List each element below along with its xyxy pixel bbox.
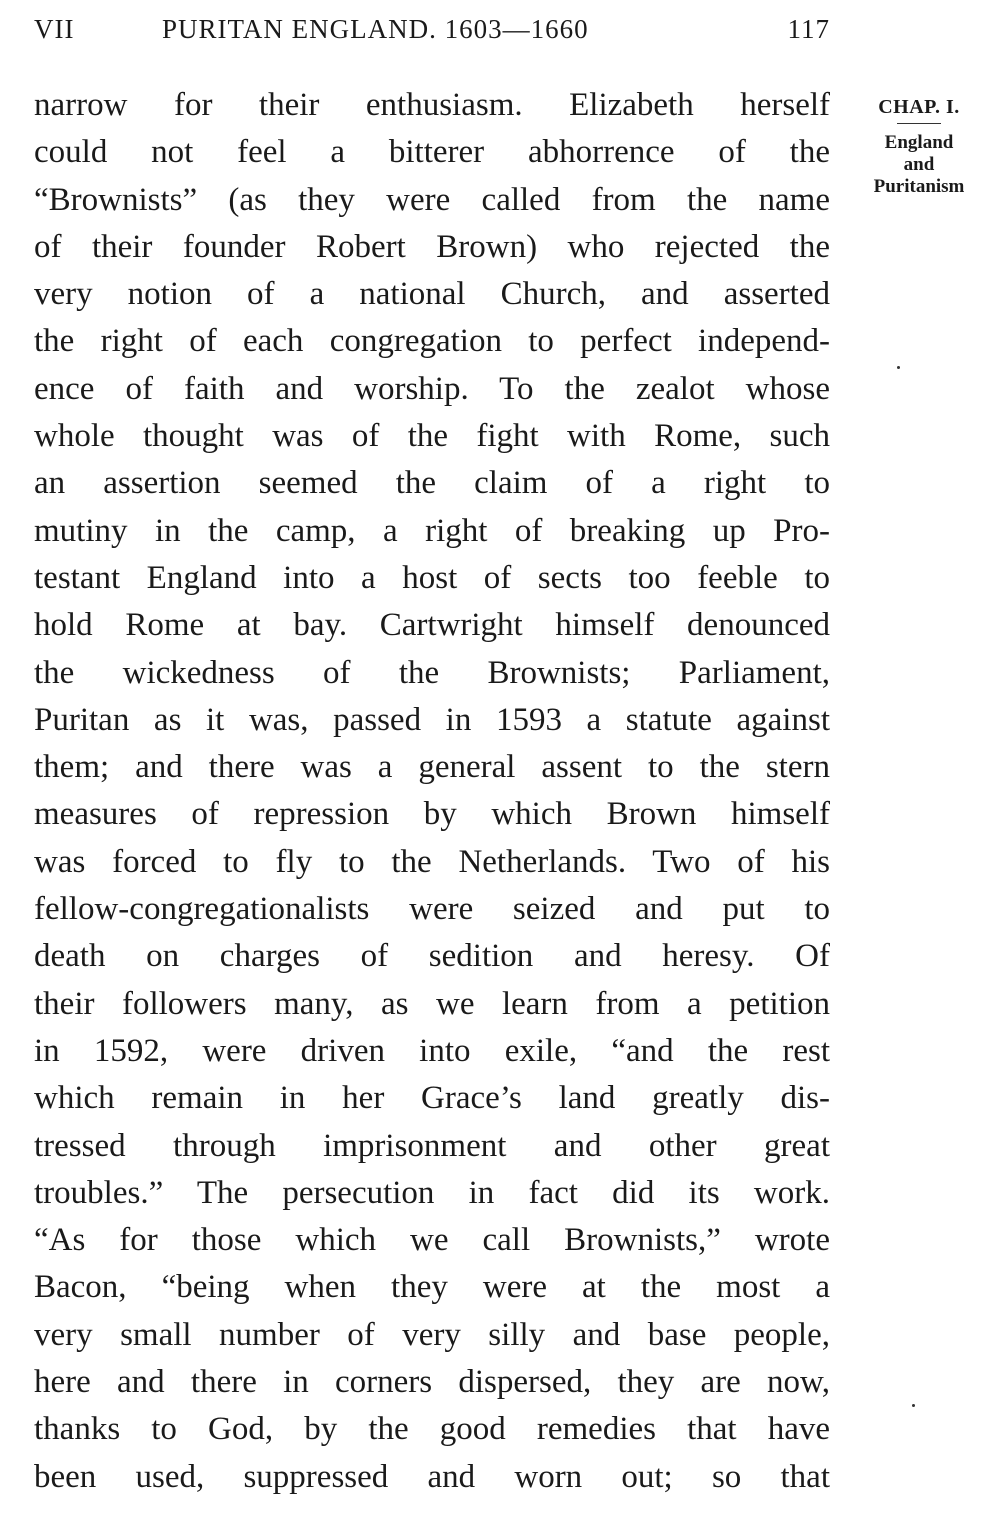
text-line: hold Rome at bay. Cartwright himself denounced (34, 607, 830, 644)
margin-chapter-label: CHAP. I. (878, 96, 960, 118)
running-header (34, 14, 830, 54)
text-line: mutiny in the camp, a right of breaking up Pro- (34, 512, 830, 549)
margin-divider (897, 123, 941, 124)
text-line: Bacon, “being when they were at the most a (34, 1269, 830, 1306)
text-line: thanks to God, by the good remedies that have (34, 1411, 830, 1448)
print-speck (912, 1404, 915, 1407)
text-line: the right of each congregation to perfect independ- (34, 323, 830, 360)
print-speck (897, 366, 900, 369)
text-line: “Brownists” (as they were called from the name (34, 181, 830, 218)
text-line: whole thought was of the fight with Rome, such (34, 418, 830, 455)
text-line: an assertion seemed the claim of a right to (34, 465, 830, 502)
body-text (34, 82, 830, 1501)
chapter-number: VII (34, 14, 75, 44)
text-line: narrow for their enthusiasm. Elizabeth herself (34, 87, 830, 123)
text-line: death on charges of sedition and heresy. Of (34, 938, 830, 975)
text-line: ence of faith and worship. To the zealot whose (34, 370, 830, 407)
text-line: Puritan as it was, passed in 1593 a statute against (34, 701, 830, 738)
margin-note (854, 96, 984, 198)
text-line: “As for those which we call Brownists,” wrote (34, 1222, 830, 1259)
page-number: 117 (787, 14, 830, 44)
text-line: of their founder Robert Brown) who rejected the (34, 228, 830, 265)
text-line: their followers many, as we learn from a petition (34, 985, 830, 1022)
text-line: troubles.” The persecution in fact did its work. (34, 1174, 830, 1211)
margin-topic-line: England (884, 132, 954, 153)
running-title: PURITAN ENGLAND. 1603—1660 (162, 14, 589, 44)
text-line: very notion of a national Church, and asserted (34, 276, 830, 313)
margin-topic-line: Puritanism (873, 176, 965, 197)
text-line: was forced to fly to the Netherlands. Two of his (34, 843, 830, 880)
text-line: measures of repression by which Brown himself (34, 796, 830, 833)
text-line: the wickedness of the Brownists; Parliament, (34, 654, 830, 691)
text-line: very small number of very silly and base people, (34, 1316, 830, 1353)
text-line: which remain in her Grace’s land greatly dis- (34, 1080, 830, 1117)
text-line: testant England into a host of sects too feeble to (34, 559, 830, 596)
text-line: could not feel a bitterer abhorrence of the (34, 134, 830, 171)
text-line: in 1592, were driven into exile, “and the rest (34, 1032, 830, 1069)
text-line: fellow-congregationalists were seized and put to (34, 891, 830, 928)
text-line: tressed through imprisonment and other great (34, 1127, 830, 1164)
margin-topic-line: and (903, 154, 935, 175)
text-line: here and there in corners dispersed, they are now, (34, 1364, 830, 1401)
text-line: them; and there was a general assent to the stern (34, 749, 830, 786)
text-line: been used, suppressed and worn out; so that (34, 1458, 830, 1495)
